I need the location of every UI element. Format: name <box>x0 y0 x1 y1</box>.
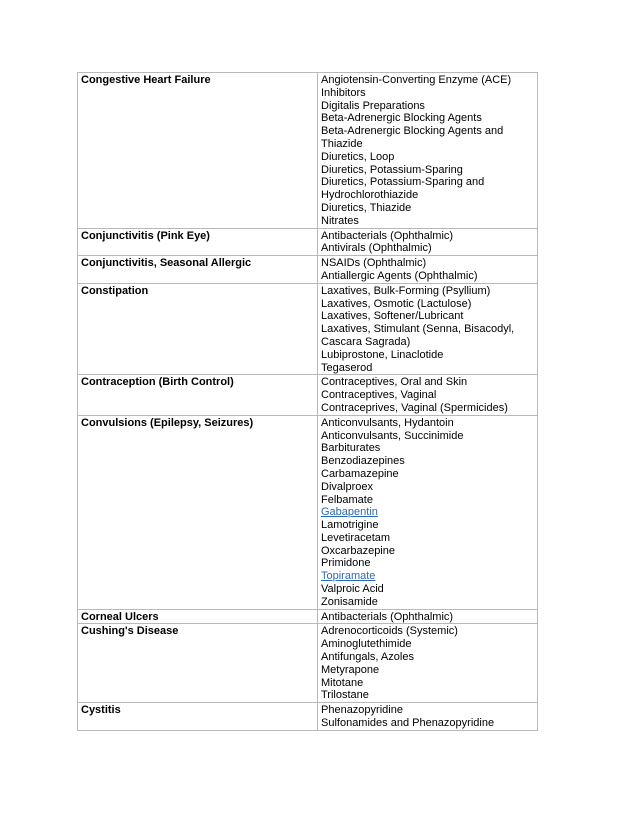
drug-item: Tegaserod <box>321 361 373 374</box>
drug-item: Lubiprostone, Linaclotide <box>321 348 444 361</box>
drug-item: Adrenocorticoids (Systemic) <box>321 625 458 638</box>
drug-item: Diuretics, Thiazide <box>321 201 412 214</box>
drug-item: Anticonvulsants, Succinimide <box>321 429 464 442</box>
condition-cell: Contraception (Birth Control) <box>78 375 318 415</box>
table-row <box>78 703 538 731</box>
drug-item: Angiotensin-Converting Enzyme (ACE) Inhibitors <box>321 74 512 99</box>
drug-item: Barbiturates <box>321 442 381 455</box>
condition-cell: Conjunctivitis (Pink Eye) <box>78 228 318 256</box>
drug-item: NSAIDs (Ophthalmic) <box>321 257 427 270</box>
drug-list-cell <box>318 73 538 229</box>
drug-list-cell <box>318 703 538 731</box>
condition-cell: Cystitis <box>78 703 318 731</box>
drug-item: Contraceptives, Oral and Skin <box>321 376 468 389</box>
drug-item: Primidone <box>321 557 371 570</box>
table-row <box>78 624 538 703</box>
table-row <box>78 283 538 375</box>
drug-item: Digitalis Preparations <box>321 99 425 112</box>
conditions-drug-table <box>77 72 538 731</box>
drug-item: Metyrapone <box>321 663 380 676</box>
drug-item: Antivirals (Ophthalmic) <box>321 242 432 255</box>
drug-item: Zonisamide <box>321 595 378 608</box>
table-row <box>78 415 538 609</box>
drug-list-cell <box>318 609 538 624</box>
drug-item: Benzodiazepines <box>321 455 405 468</box>
drug-item: Laxatives, Bulk-Forming (Psyllium) <box>321 284 491 297</box>
drug-item: Antiallergic Agents (Ophthalmic) <box>321 269 478 282</box>
drug-item: Laxatives, Stimulant (Senna, Bisacodyl, Cascara Sagrada) <box>321 323 515 348</box>
table-row <box>78 375 538 415</box>
condition-cell: Cushing's Disease <box>78 624 318 703</box>
drug-item: Beta-Adrenergic Blocking Agents and Thiazide <box>321 125 504 150</box>
drug-item: Lamotrigine <box>321 519 379 532</box>
drug-item: Trilostane <box>321 689 369 702</box>
drug-item: Aminoglutethimide <box>321 638 412 651</box>
drug-item: Valproic Acid <box>321 583 384 596</box>
drug-item: Antifungals, Azoles <box>321 651 414 664</box>
drug-item: Mitotane <box>321 676 364 689</box>
drug-item: Levetiracetam <box>321 531 391 544</box>
drug-link[interactable]: Gabapentin <box>321 506 378 519</box>
table-row <box>78 609 538 624</box>
drug-item: Anticonvulsants, Hydantoin <box>321 416 454 429</box>
condition-cell: Constipation <box>78 283 318 375</box>
table-body <box>78 73 538 731</box>
drug-item: Diuretics, Potassium-Sparing <box>321 163 463 176</box>
table-row <box>78 256 538 284</box>
drug-item: Laxatives, Osmotic (Lactulose) <box>321 297 472 310</box>
drug-link[interactable]: Topiramate <box>321 570 376 583</box>
drug-item: Oxcarbazepine <box>321 544 395 557</box>
drug-item: Felbamate <box>321 493 373 506</box>
condition-cell: Congestive Heart Failure <box>78 73 318 229</box>
drug-item: Carbamazepine <box>321 467 399 480</box>
table-row <box>78 228 538 256</box>
drug-list-cell <box>318 415 538 609</box>
drug-item: Nitrates <box>321 214 359 227</box>
condition-cell: Convulsions (Epilepsy, Seizures) <box>78 415 318 609</box>
drug-list-cell <box>318 283 538 375</box>
drug-item: Diuretics, Loop <box>321 150 395 163</box>
drug-item: Phenazopyridine <box>321 704 403 717</box>
drug-item: Contraceprives, Vaginal (Spermicides) <box>321 401 508 414</box>
drug-list-cell <box>318 375 538 415</box>
drug-list-cell <box>318 256 538 284</box>
drug-item: Beta-Adrenergic Blocking Agents <box>321 112 482 125</box>
drug-item: Antibacterials (Ophthalmic) <box>321 610 454 623</box>
drug-item: Laxatives, Softener/Lubricant <box>321 310 464 323</box>
drug-item: Contraceptives, Vaginal <box>321 389 437 402</box>
drug-item: Antibacterials (Ophthalmic) <box>321 229 454 242</box>
condition-cell: Conjunctivitis, Seasonal Allergic <box>78 256 318 284</box>
drug-list-cell <box>318 624 538 703</box>
drug-item: Divalproex <box>321 480 373 493</box>
drug-list-cell <box>318 228 538 256</box>
drug-item: Sulfonamides and Phenazopyridine <box>321 717 495 730</box>
condition-cell: Corneal Ulcers <box>78 609 318 624</box>
table-row <box>78 73 538 229</box>
drug-item: Diuretics, Potassium-Sparing and Hydrochlorothiazide <box>321 176 485 202</box>
